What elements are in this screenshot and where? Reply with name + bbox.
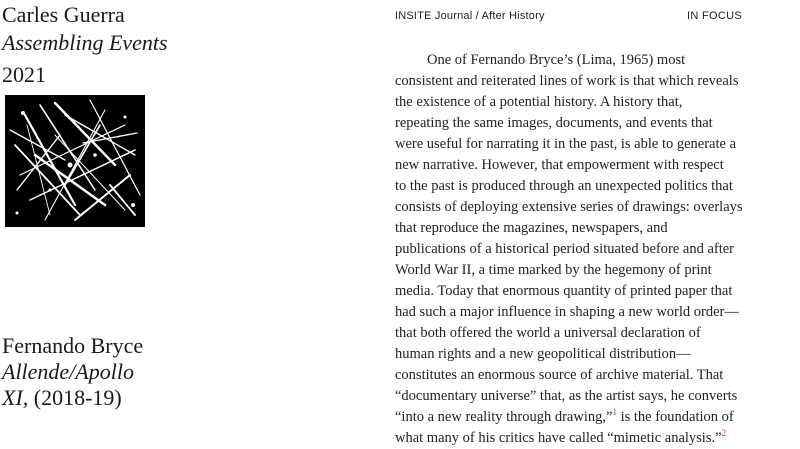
body-line-text: “into a new reality through drawing,”	[395, 409, 613, 425]
work-artist: Fernando Bryce	[2, 333, 144, 358]
body-line: had such a major influence in shaping a new world order—	[395, 304, 739, 320]
body-line: the existence of a potential history. A history that,	[395, 94, 683, 110]
body-line-text: what many of his critics have called “mimetic analysis.”	[395, 430, 722, 446]
work-title: Allende/Apollo	[2, 359, 134, 384]
body-text	[395, 50, 743, 449]
essay-title: Assembling Events	[2, 30, 168, 55]
body-line: media. Today that enormous quantity of printed paper that	[395, 283, 733, 299]
work-title-dates	[2, 385, 122, 411]
work-title-italic: XI,	[2, 385, 29, 410]
footnote-1-link[interactable]: 1	[612, 407, 617, 418]
body-line: publications of a historical period situated before and after	[395, 241, 735, 257]
body-line-text: is the foundation of	[616, 409, 734, 425]
body-line: “documentary universe” that, as the artist says, he converts	[395, 388, 738, 404]
body-line: to the past is produced through an unexpected politics that	[395, 178, 733, 194]
section-label: IN FOCUS	[687, 10, 742, 22]
body-line: repeating the same images, documents, and events that	[395, 115, 713, 131]
body-line: human rights and a new geopolitical distribution—	[395, 346, 691, 362]
body-line: that both offered the world a universal declaration of	[395, 325, 701, 341]
body-line: were useful for narrating it in the past, is able to generate a	[395, 136, 737, 152]
body-line-footnote-2	[395, 428, 740, 449]
work-dates: (2018-19)	[28, 385, 122, 410]
running-head: INSITE Journal / After History	[395, 10, 545, 22]
author-name: Carles Guerra	[2, 2, 125, 27]
body-line: new narrative. However, that empowerment with respect	[395, 157, 724, 173]
body-line: consists of deploying extensive series of drawings: overlays	[395, 199, 743, 215]
body-line: that reproduce the magazines, newspapers, and	[395, 220, 668, 236]
footnote-2-link[interactable]: 2	[721, 428, 727, 439]
body-line: constitutes an enormous source of archive material. That	[395, 367, 724, 383]
body-line: One of Fernando Bryce’s (Lima, 1965) most	[427, 52, 686, 68]
publication-year: 2021	[2, 62, 46, 87]
artwork-image	[5, 95, 145, 227]
body-line: World War II, a time marked by the hegemony of print	[395, 262, 712, 278]
body-line: consistent and reiterated lines of work is that which reveals	[395, 73, 739, 89]
